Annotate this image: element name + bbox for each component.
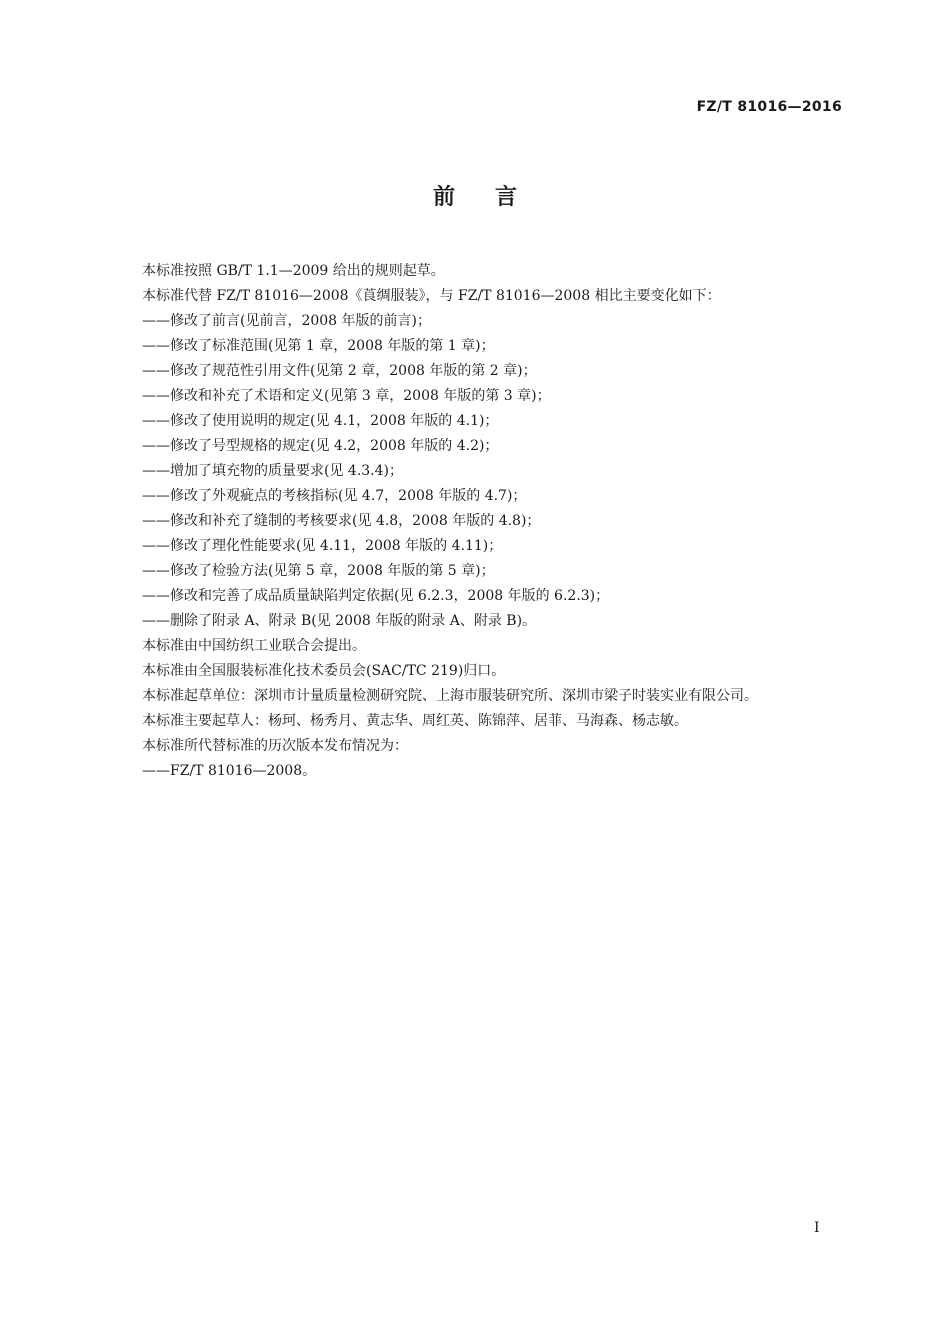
change-item: ——修改和补充了术语和定义(见第 3 章，2008 年版的第 3 章)； [142,388,551,404]
change-item: ——FZ/T 81016—2008。 [142,763,317,779]
change-item: ——修改和完善了成品质量缺陷判定依据(见 6.2.3，2008 年版的 6.2.3)； [142,588,610,604]
paragraph: 本标准按照 GB/T 1.1—2009 给出的规则起草。 [142,263,445,279]
change-item: ——修改了号型规格的规定(见 4.2，2008 年版的 4.2)； [142,438,499,454]
paragraph: 本标准由全国服装标准化技术委员会(SAC/TC 219)归口。 [142,663,506,679]
page-title: 前言 [432,185,557,210]
change-item: ——修改了外观疵点的考核指标(见 4.7，2008 年版的 4.7)； [142,488,527,504]
foreword-body [142,259,862,784]
page-number: I [814,1220,820,1236]
change-item: ——删除了附录 A、附录 B(见 2008 年版的附录 A、附录 B)。 [142,613,537,629]
change-item: ——修改了检验方法(见第 5 章，2008 年版的第 5 章)； [142,563,495,579]
paragraph: 本标准主要起草人：杨珂、杨秀月、黄志华、周红英、陈锦萍、居菲、马海森、杨志敏。 [142,713,688,729]
change-item: ——修改了标准范围(见第 1 章，2008 年版的第 1 章)； [142,338,495,354]
paragraph: 本标准起草单位：深圳市计量质量检测研究院、上海市服装研究所、深圳市梁子时装实业有限公司。 [142,688,758,704]
change-item: ——修改了规范性引用文件(见第 2 章，2008 年版的第 2 章)； [142,363,537,379]
change-item: ——修改了使用说明的规定(见 4.1，2008 年版的 4.1)； [142,413,499,429]
change-item: ——修改和补充了缝制的考核要求(见 4.8，2008 年版的 4.8)； [142,513,541,529]
document-code: FZ/T 81016—2016 [696,99,842,115]
change-item: ——增加了填充物的质量要求(见 4.3.4)； [142,463,403,479]
paragraph: 本标准由中国纺织工业联合会提出。 [142,638,366,654]
change-item: ——修改了理化性能要求(见 4.11，2008 年版的 4.11)； [142,538,503,554]
paragraph: 本标准代替 FZ/T 81016—2008《莨绸服装》，与 FZ/T 81016—2008 相比主要变化如下： [142,288,721,304]
paragraph: 本标准所代替标准的历次版本发布情况为： [142,738,408,754]
change-item: ——修改了前言(见前言，2008 年版的前言)； [142,313,432,329]
